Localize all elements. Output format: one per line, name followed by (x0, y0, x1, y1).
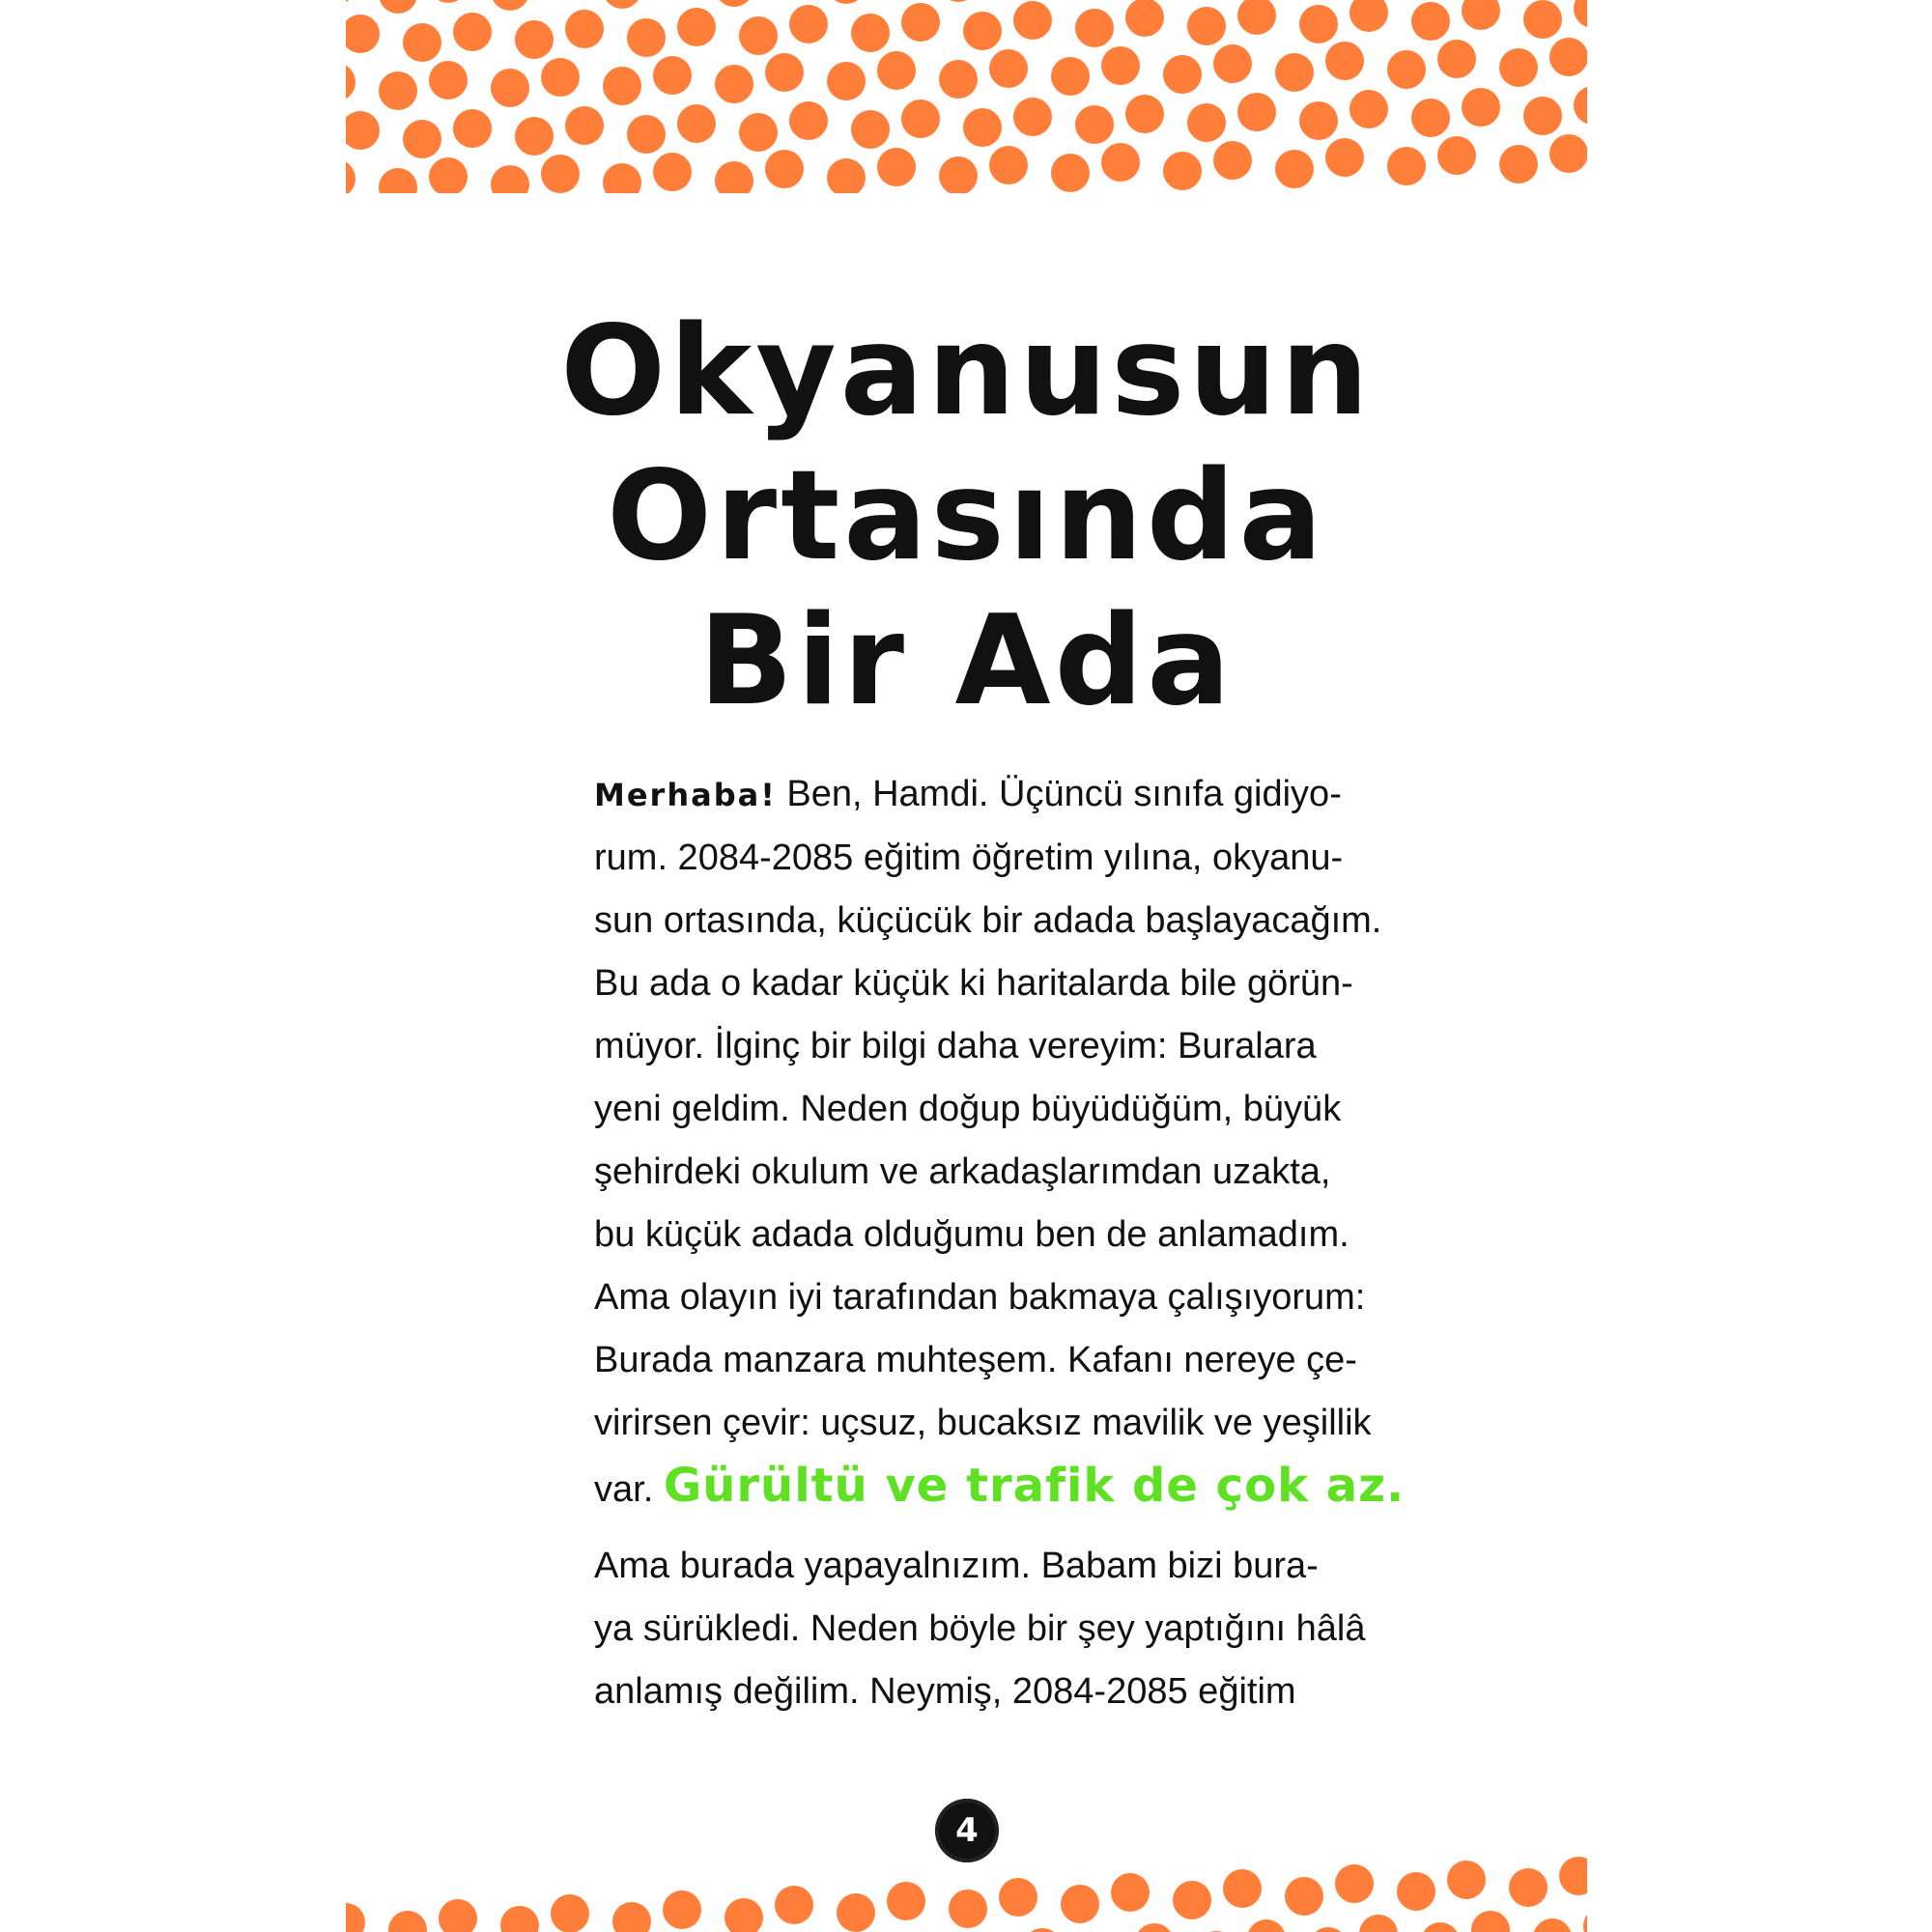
text-line (544, 1455, 1406, 1521)
orange-dot (603, 67, 641, 105)
orange-dot (346, 63, 355, 101)
orange-dot (565, 106, 604, 145)
orange-dot (715, 161, 753, 193)
orange-dot (1237, 93, 1276, 131)
orange-dot (1237, 0, 1276, 35)
orange-dot (827, 0, 866, 4)
orange-dot (1387, 50, 1426, 89)
orange-dot (1223, 1869, 1262, 1908)
orange-dot (439, 1899, 477, 1932)
text-line: ya sürükledi. Neden böyle bir şey yaptığını hâlâ (594, 1608, 1366, 1649)
orange-dot (1213, 44, 1252, 83)
orange-dot (551, 1894, 589, 1932)
text-line: Ama burada yapayalnızım. Babam bizi bura- (594, 1546, 1319, 1586)
text-line-content: var. (594, 1469, 664, 1510)
orange-dot (453, 13, 492, 51)
orange-dot (346, 159, 355, 193)
orange-dot (541, 155, 580, 193)
orange-dot (1285, 1877, 1323, 1916)
orange-dot (1499, 48, 1538, 87)
dot-pattern-top (346, 0, 1587, 193)
text-line: yeni geldim. Neden doğup büyüdüğüm, büyük (594, 1089, 1342, 1129)
page-number-badge: 4 (935, 1799, 999, 1862)
orange-dot (1013, 98, 1052, 136)
paragraph-2 (544, 1535, 1389, 1723)
orange-dot (1163, 152, 1202, 190)
orange-dot (403, 120, 441, 158)
text-line: rum. 2084-2085 eğitim öğretim yılına, okyanu- (594, 838, 1344, 878)
orange-dot (603, 0, 641, 9)
orange-dot (453, 109, 492, 148)
orange-dot (1023, 1928, 1062, 1932)
orange-dot (1187, 7, 1226, 45)
text-line: virirsen çevir: uçsuz, bucaksız mavilik ve yeşillik (594, 1403, 1372, 1443)
orange-dot (739, 16, 778, 55)
orange-dot (1397, 1872, 1435, 1911)
orange-dot (1411, 2, 1450, 41)
orange-dot (963, 108, 1002, 147)
orange-dot (1359, 1915, 1398, 1932)
orange-dot (939, 60, 978, 99)
orange-dot (1574, 0, 1587, 28)
orange-dot (827, 158, 866, 193)
orange-dot (827, 62, 866, 100)
orange-dot (837, 1893, 875, 1932)
orange-dot (1509, 1868, 1548, 1907)
orange-dot (1387, 147, 1426, 185)
title-line: Okyanusun (560, 299, 1373, 443)
orange-dot (429, 157, 468, 193)
text-line: bu küçük adada olduğumu ben de anlamadım. (594, 1214, 1350, 1255)
orange-dot (1051, 154, 1090, 192)
orange-dot (1523, 97, 1562, 135)
orange-dot (1173, 1881, 1211, 1919)
text-line: Ama olayın iyi tarafından bakmaya çalışıyorum: (594, 1277, 1366, 1318)
orange-dot (1309, 1927, 1348, 1932)
orange-dot (653, 153, 692, 191)
orange-dot (346, 1903, 365, 1932)
orange-dot (1559, 1857, 1587, 1895)
orange-dot (715, 65, 753, 103)
text-line: sun ortasında, küçücük bir adada başlayacağım. (594, 900, 1382, 941)
orange-dot (515, 117, 554, 156)
orange-dot (1125, 0, 1164, 37)
text-line: anlamış değilim. Neymiş, 2084-2085 eğitim (594, 1671, 1296, 1712)
orange-dot (1101, 46, 1140, 85)
orange-dot (1583, 1907, 1587, 1932)
orange-dot (989, 49, 1028, 88)
orange-dot (877, 51, 916, 90)
orange-dot (1335, 1864, 1374, 1903)
orange-dot (1213, 141, 1252, 180)
orange-dot (1075, 9, 1114, 47)
orange-dot (1350, 90, 1388, 128)
orange-dot (939, 156, 978, 193)
orange-dot (1462, 88, 1500, 127)
orange-dot (1101, 143, 1140, 182)
orange-dot (1437, 136, 1476, 175)
orange-dot (627, 18, 666, 57)
orange-dot (491, 69, 529, 107)
orange-dot (1447, 1861, 1486, 1899)
orange-dot (541, 58, 580, 97)
orange-dot (515, 20, 554, 59)
title-line: Bir Ada (698, 589, 1235, 733)
orange-dot (901, 3, 940, 42)
orange-dot (1275, 53, 1314, 92)
orange-dot (565, 10, 604, 48)
orange-dot (1111, 1873, 1150, 1912)
orange-dot (1462, 0, 1500, 30)
orange-dot (1499, 145, 1538, 184)
orange-dot (1051, 57, 1090, 96)
orange-dot (677, 104, 716, 143)
orange-dot (887, 1882, 925, 1920)
orange-dot (739, 113, 778, 152)
orange-dot (1275, 150, 1314, 188)
orange-dot (1549, 38, 1587, 76)
orange-dot (1013, 1, 1052, 40)
text-line-content: Ben, Hamdi. Üçüncü sınıfa gidiyo- (776, 774, 1342, 814)
orange-dot (1325, 42, 1364, 80)
book-page (346, 0, 1587, 1932)
orange-dot (379, 0, 417, 14)
orange-dot (491, 165, 529, 193)
orange-dot (1471, 1911, 1510, 1932)
orange-dot (603, 163, 641, 193)
text-line: Bu ada o kadar küçük ki haritalarda bile görün- (594, 963, 1353, 1004)
orange-dot (429, 0, 468, 3)
orange-dot (1325, 138, 1364, 177)
greeting-lead: Merhaba! (594, 777, 777, 813)
orange-dot (1523, 0, 1562, 39)
story-text (544, 763, 1406, 1723)
orange-dot (1350, 0, 1388, 32)
highlighted-sentence: Gürültü ve trafik de çok az. (663, 1459, 1406, 1513)
title-line: Ortasında (607, 444, 1326, 588)
orange-dot (851, 110, 890, 149)
orange-dot (949, 1889, 987, 1928)
orange-dot (1135, 1923, 1174, 1932)
orange-dot (1075, 105, 1114, 144)
orange-dot (491, 0, 529, 11)
orange-dot (612, 1902, 651, 1932)
orange-dot (1061, 1885, 1099, 1923)
orange-dot (789, 101, 828, 140)
orange-dot (1247, 1919, 1286, 1932)
orange-dot (999, 1878, 1037, 1917)
orange-dot (653, 56, 692, 95)
orange-dot (1437, 40, 1476, 78)
orange-dot (346, 0, 355, 5)
orange-dot (627, 115, 666, 154)
orange-dot (789, 5, 828, 43)
orange-dot (1421, 1922, 1460, 1932)
orange-dot (963, 12, 1002, 50)
orange-dot (1549, 134, 1587, 173)
orange-dot (715, 0, 753, 7)
orange-dot (663, 1890, 701, 1929)
orange-dot (1574, 86, 1587, 125)
orange-dot (500, 1906, 539, 1932)
orange-dot (429, 61, 468, 99)
orange-dot (1125, 95, 1164, 133)
orange-dot (379, 71, 417, 110)
orange-dot (1163, 55, 1202, 94)
text-line: şehirdeki okulum ve arkadaşlarımdan uzakta, (594, 1151, 1331, 1192)
orange-dot (346, 14, 380, 53)
orange-dot (877, 148, 916, 186)
orange-dot (939, 0, 978, 2)
orange-dot (677, 8, 716, 46)
text-line: Burada manzara muhteşem. Kafanı nereye çe- (594, 1340, 1357, 1380)
orange-dot (724, 1898, 763, 1932)
orange-dot (989, 146, 1028, 185)
orange-dot (388, 1911, 427, 1932)
orange-dot (765, 53, 804, 92)
chapter-title (346, 299, 1587, 734)
orange-dot (775, 1886, 813, 1924)
orange-dot (765, 150, 804, 188)
orange-dot (901, 99, 940, 138)
orange-dot (1533, 1918, 1572, 1932)
orange-dot (1299, 5, 1338, 43)
orange-dot (403, 23, 441, 62)
text-line: müyor. İlginç bir bilgi daha vereyim: Buralara (594, 1026, 1317, 1066)
orange-dot (1299, 101, 1338, 140)
orange-dot (1411, 99, 1450, 137)
paragraph-1 (544, 763, 1406, 1521)
orange-dot (851, 14, 890, 52)
orange-dot (379, 168, 417, 193)
text-line (544, 763, 1389, 827)
orange-dot (346, 111, 380, 150)
orange-dot (1187, 103, 1226, 142)
